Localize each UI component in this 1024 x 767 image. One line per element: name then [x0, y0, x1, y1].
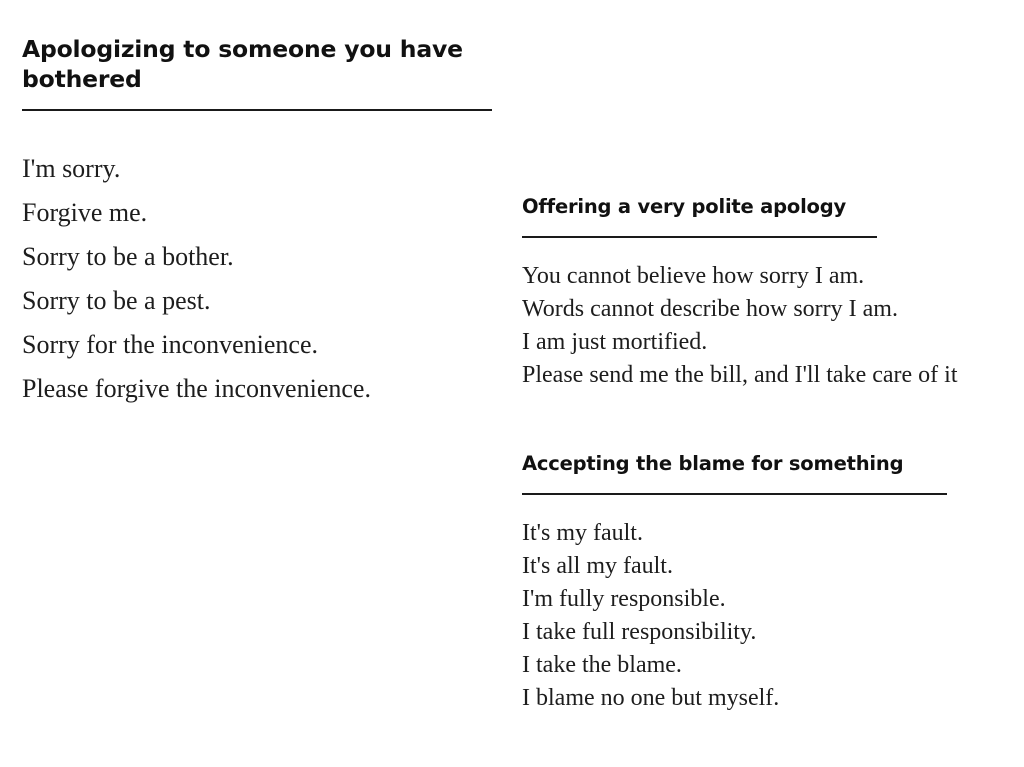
right-phrase-list [522, 260, 1024, 392]
section-heading: Offering a very polite apology [522, 195, 847, 219]
list-item: Sorry for the inconvenience. [22, 330, 319, 360]
right-column [522, 178, 1024, 715]
left-phrase-list [22, 147, 492, 411]
list-item: I take full responsibility. [522, 618, 757, 645]
section-heading-divider [522, 493, 947, 495]
left-column [22, 18, 492, 411]
section-spacer [522, 392, 1024, 434]
left-column-heading: Apologizing to someone you have bothered [22, 34, 463, 93]
section-heading-divider [522, 236, 877, 238]
right-phrase-list [522, 517, 1024, 715]
list-item: Please forgive the inconvenience. [22, 374, 371, 404]
list-item: I take the blame. [522, 651, 682, 678]
section-accepting-blame [522, 451, 1024, 715]
list-item: I blame no one but myself. [522, 684, 780, 711]
list-item: Please send me the bill, and I'll take care of it [522, 362, 958, 389]
list-item: Sorry to be a bother. [22, 242, 234, 272]
list-item: I'm fully responsible. [522, 585, 726, 612]
list-item: It's all my fault. [522, 552, 673, 579]
section-heading: Accepting the blame for something [522, 451, 904, 475]
left-heading-divider [22, 109, 492, 111]
list-item: You cannot believe how sorry I am. [522, 263, 865, 290]
list-item: I am just mortified. [522, 329, 708, 356]
list-item: It's my fault. [522, 519, 643, 546]
list-item: Forgive me. [22, 198, 148, 228]
list-item: Sorry to be a pest. [22, 286, 211, 316]
list-item: Words cannot describe how sorry I am. [522, 296, 898, 323]
section-polite-apology [522, 194, 1024, 392]
list-item: I'm sorry. [22, 154, 121, 184]
